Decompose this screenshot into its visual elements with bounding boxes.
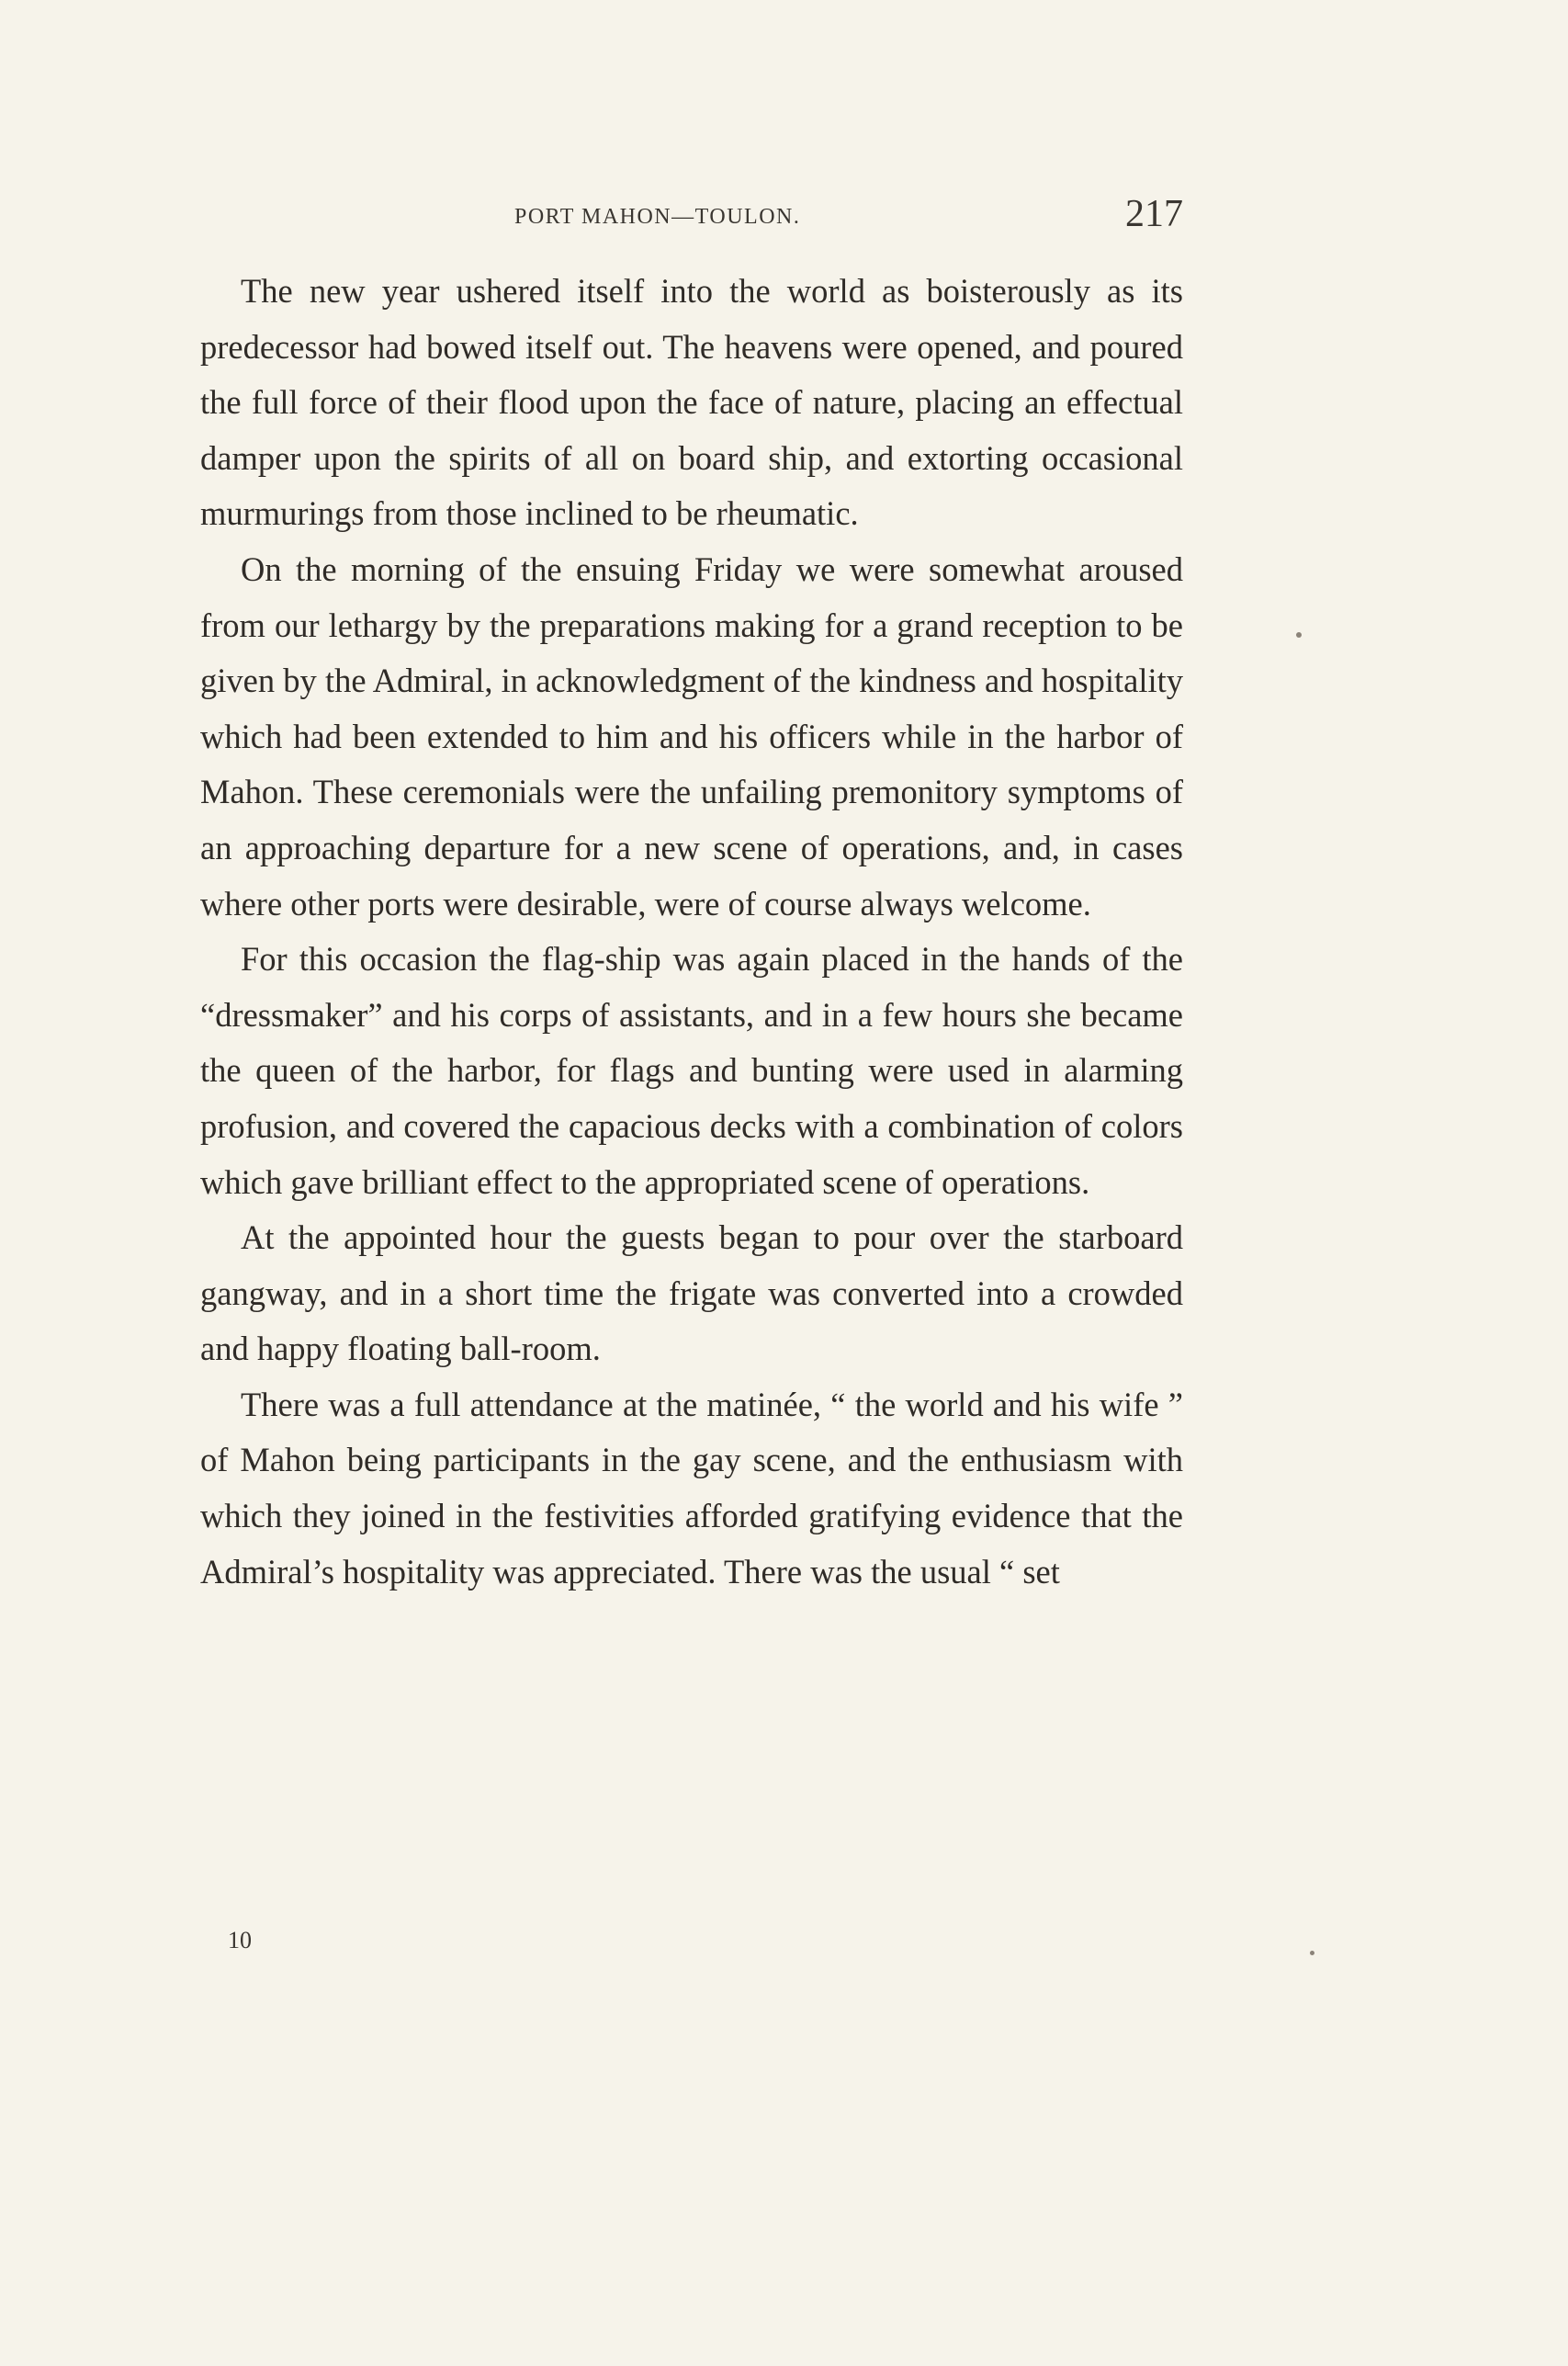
paper-speck xyxy=(1296,632,1302,638)
running-head xyxy=(200,188,1183,247)
signature-mark: 10 xyxy=(228,1927,252,1953)
paragraph-4: At the appointed hour the guests began to pour over the starboard gangway, and in a short time the frigate was converted into a crowded and happy floating ball-room. xyxy=(200,1218,1183,1368)
paragraph-2: On the morning of the ensuing Friday we were somewhat aroused from our lethargy by the preparations making for a grand reception to be given by the Admiral, in acknowledgment of the kindness and hospitality which had been extended to him and his officers while in the harbor of Mahon. These ceremonials were the unfailing premonitory symptoms of an approaching departure for a new scene of operations, and, in cases where other ports were desirable, were of course always welcome. xyxy=(200,549,1183,923)
paragraph-5: There was a full attendance at the matinée, “ the world and his wife ” of Mahon being participants in the gay scene, and the enthusiasm with which they joined in the festivities afforded gratifying evidence that the Admiral’s hospitality was appreciated. There was the usual “ set xyxy=(200,1385,1183,1591)
paragraph-3: For this occasion the flag-ship was again placed in the hands of the “dressmaker” and his corps of assistants, and in a few hours she became the queen of the harbor, for flags and bunting were used in alarming profusion, and covered the capacious decks with a combination of colors which gave brilliant effect to the appropriated scene of operations. xyxy=(200,940,1183,1201)
paragraph-1: The new year ushered itself into the world as boisterously as its predecessor had bowed itself out. The heavens were opened, and poured the full force of their flood upon the face of nature, placing an effectual damper upon the spirits of all on board ship, and extorting occasional murmurings from those inclined to be rheumatic. xyxy=(200,272,1183,533)
page-number: 217 xyxy=(1125,193,1183,235)
paper-speck xyxy=(1310,1951,1314,1955)
book-page xyxy=(200,188,1183,1591)
running-title: PORT MAHON—TOULON. xyxy=(514,205,801,229)
body-text xyxy=(200,264,1183,1600)
